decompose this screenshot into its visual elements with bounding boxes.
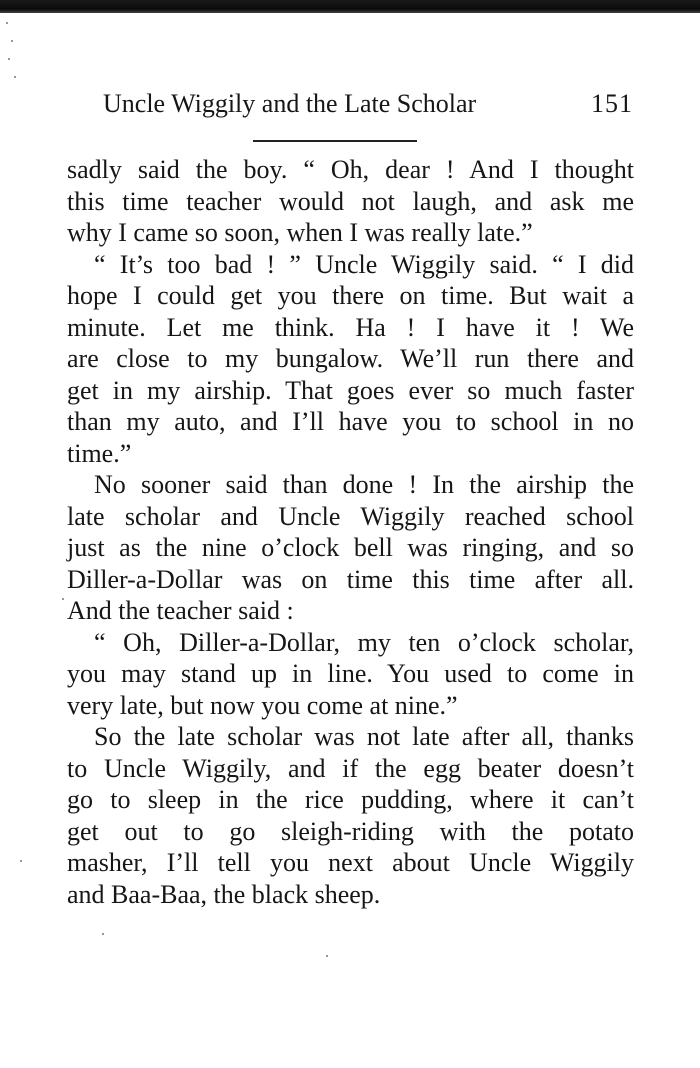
text-line: So the late scholar was not late after all, thanks xyxy=(94,722,634,751)
text-line: to Uncle Wiggily, and if the egg beater doesn’t xyxy=(67,753,634,783)
paragraph xyxy=(67,154,634,249)
text-line: sadly said the boy. “ Oh, dear ! And I thought xyxy=(67,155,634,184)
text-line: minute. Let me think. Ha ! I have it ! We xyxy=(67,312,634,342)
running-head-title: Uncle Wiggily and the Late Scholar xyxy=(103,89,477,118)
text-line: hope I could get you there on time. But wait a xyxy=(67,281,634,310)
paragraph xyxy=(67,249,634,470)
text-line: go to sleep in the rice pudding, where it can’t xyxy=(67,785,634,814)
text-line: just as the nine o’clock bell was ringing, and so xyxy=(67,533,634,562)
text-line: you may stand up in line. You used to come in xyxy=(67,659,634,688)
text-line: get out to go sleigh-riding with the potato xyxy=(67,816,634,846)
text-line: “ Oh, Diller-a-Dollar, my ten o’clock scholar, xyxy=(94,627,634,657)
paragraph xyxy=(67,469,634,627)
text-line: And the teacher said : xyxy=(67,596,294,625)
running-head xyxy=(103,84,633,124)
paragraph xyxy=(67,627,634,722)
page-number: 151 xyxy=(591,89,633,118)
text-line: No sooner said than done ! In the airship the xyxy=(94,470,634,499)
text-line: very late, but now you come at nine.” xyxy=(67,690,458,720)
text-line: masher, I’ll tell you next about Uncle Wiggily xyxy=(67,848,634,877)
text-line: and Baa-Baa, the black sheep. xyxy=(67,879,381,909)
text-line: are close to my bungalow. We’ll run there and xyxy=(67,344,634,373)
paragraph xyxy=(67,721,634,910)
text-line: get in my airship. That goes ever so much faster xyxy=(67,375,634,405)
text-line: than my auto, and I’ll have you to school in no xyxy=(67,407,634,436)
text-line: Diller-a-Dollar was on time this time after all. xyxy=(67,564,634,594)
text-line: time.” xyxy=(67,438,132,468)
header-rule xyxy=(253,140,417,142)
body-text xyxy=(67,154,634,910)
text-line: “ It’s too bad ! ” Uncle Wiggily said. “ I did xyxy=(94,249,634,279)
text-line: why I came so soon, when I was really late.” xyxy=(67,218,533,247)
page-top-border xyxy=(0,0,700,13)
text-line: this time teacher would not laugh, and ask me xyxy=(67,186,634,216)
text-line: late scholar and Uncle Wiggily reached school xyxy=(67,501,634,531)
